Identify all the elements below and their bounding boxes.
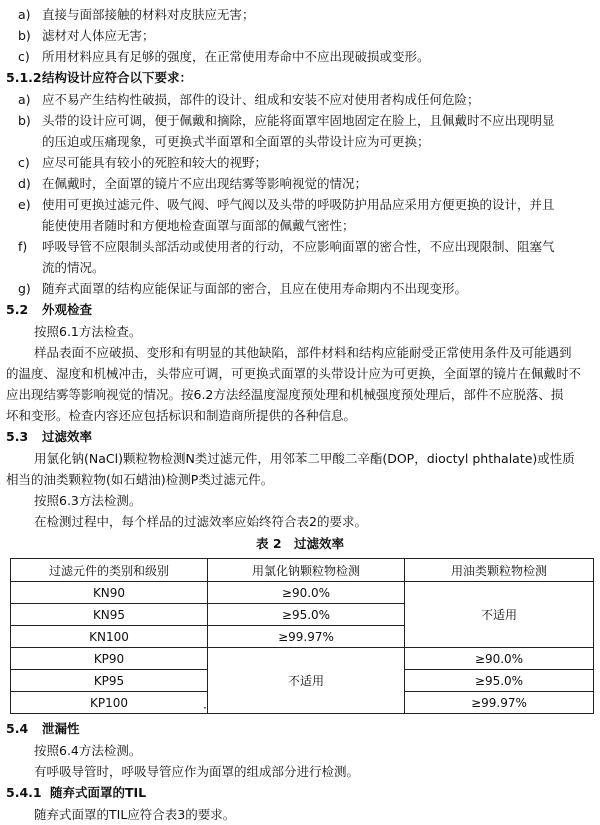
paragraph-line: 应出现结雾等影响视觉的情况。按6.2方法经温度湿度预处理和机械强度预处理后，部件不应脱落、损	[6, 387, 564, 402]
paragraph-line: 坏和变形。检查内容还应包括标识和制造商所提供的各种信息。	[6, 408, 357, 423]
list-item: g) 随弃式面罩的结构应能保证与面部的密合，且应在使用寿命期内不出现变形。	[18, 281, 468, 296]
paragraph: 按照6.4方法检测。	[34, 743, 142, 758]
table-cell: ≥99.97%	[405, 692, 594, 714]
list-item-continuation: 的压迫或压痛现象，可更换式半面罩和全面罩的头带设计应为可更换；	[42, 134, 430, 149]
table-cell: KN100	[11, 626, 208, 648]
filter-efficiency-table	[10, 558, 594, 714]
list-item: c) 所用材料应具有足够的强度，在正常使用寿命中不应出现破损或变形。	[18, 49, 430, 64]
column-header: 用油类颗粒物检测	[405, 559, 594, 582]
paragraph-line: 的温度、湿度和机械冲击，头带应可调，可更换式面罩的头带设计应为可更换，全面罩的镜片在佩戴时不	[6, 366, 582, 381]
list-item: c) 应尽可能具有较小的死腔和较大的视野；	[18, 155, 268, 170]
column-header: 过滤元件的类别和级别	[11, 559, 208, 582]
paragraph: 随弃式面罩的TIL应符合表3的要求。	[34, 807, 236, 822]
stray-dot: ·	[203, 701, 207, 715]
list-item: e) 使用可更换过滤元件、吸气阀、呼气阀以及头带的呼吸防护用品应采用方便更换的设计，并且	[18, 197, 555, 212]
table-cell: KP95	[11, 670, 208, 692]
table-cell: KP100	[11, 692, 208, 714]
table-cell: KN90	[11, 582, 208, 604]
table-cell: ≥90.0%	[405, 648, 594, 670]
paragraph: 按照6.1方法检查。	[34, 324, 142, 339]
table-cell: ≥90.0%	[208, 582, 405, 604]
table-header-row	[11, 559, 594, 582]
paragraph: 有呼吸导管时，呼吸导管应作为面罩的组成部分进行检测。	[34, 764, 360, 779]
list-item: b) 头带的设计应可调，便于佩戴和摘除，应能将面罩牢固地固定在脸上，且佩戴时不应出现明显	[18, 113, 555, 128]
table-cell: ≥95.0%	[208, 604, 405, 626]
list-item: a) 应不易产生结构性破损，部件的设计、组成和安装不应对使用者构成任何危险；	[18, 92, 480, 107]
table-cell: 不适用	[208, 648, 405, 714]
paragraph: 样品表面不应破损、变形和有明显的其他缺陷，部件材料和结构应能耐受正常使用条件及可能遇到	[34, 345, 572, 360]
list-item-continuation: 能使使用者随时和方便地检查面罩与面部的佩戴气密性；	[42, 218, 355, 233]
table-caption: 表 2 过滤效率	[255, 536, 345, 551]
table-cell: ≥95.0%	[405, 670, 594, 692]
table-row	[11, 648, 594, 670]
list-item: d) 在佩戴时，全面罩的镜片不应出现结雾等影响视觉的情况；	[18, 176, 368, 191]
paragraph: 在检测过程中，每个样品的过滤效率应始终符合表2的要求。	[34, 514, 367, 529]
list-item: f) 呼吸导管不应限制头部活动或使用者的行动，不应影响面罩的密合性，不应出现限制、阻塞气	[18, 239, 555, 254]
paragraph: 用氯化钠(NaCl)颗粒物检测N类过滤元件，用邻苯二甲酸二辛酯(DOP，dioctyl phthalate)或性质	[34, 451, 575, 466]
table-row	[11, 582, 594, 604]
column-header: 用氯化钠颗粒物检测	[208, 559, 405, 582]
section-heading-5-1-2: 5.1.2 结构设计应符合以下要求：	[6, 70, 193, 85]
section-heading-5-3: 5.3 过滤效率	[6, 429, 93, 444]
table-cell: 不适用	[405, 582, 594, 648]
list-item: a) 直接与面部接触的材料对皮肤应无害；	[18, 7, 255, 22]
table-cell: ≥99.97%	[208, 626, 405, 648]
list-item: b) 滤材对人体应无害；	[18, 28, 155, 43]
table-cell: KN95	[11, 604, 208, 626]
section-heading-5-2: 5.2 外观检查	[6, 302, 93, 317]
paragraph-line: 相当的油类颗粒物(如石蜡油)检测P类过滤元件。	[6, 472, 274, 487]
section-heading-5-4-1: 5.4.1 随弃式面罩的TIL	[6, 785, 147, 800]
list-item-continuation: 流的情况。	[42, 260, 105, 275]
paragraph: 按照6.3方法检测。	[34, 493, 142, 508]
section-heading-5-4: 5.4 泄漏性	[6, 721, 80, 736]
table-cell: KP90	[11, 648, 208, 670]
